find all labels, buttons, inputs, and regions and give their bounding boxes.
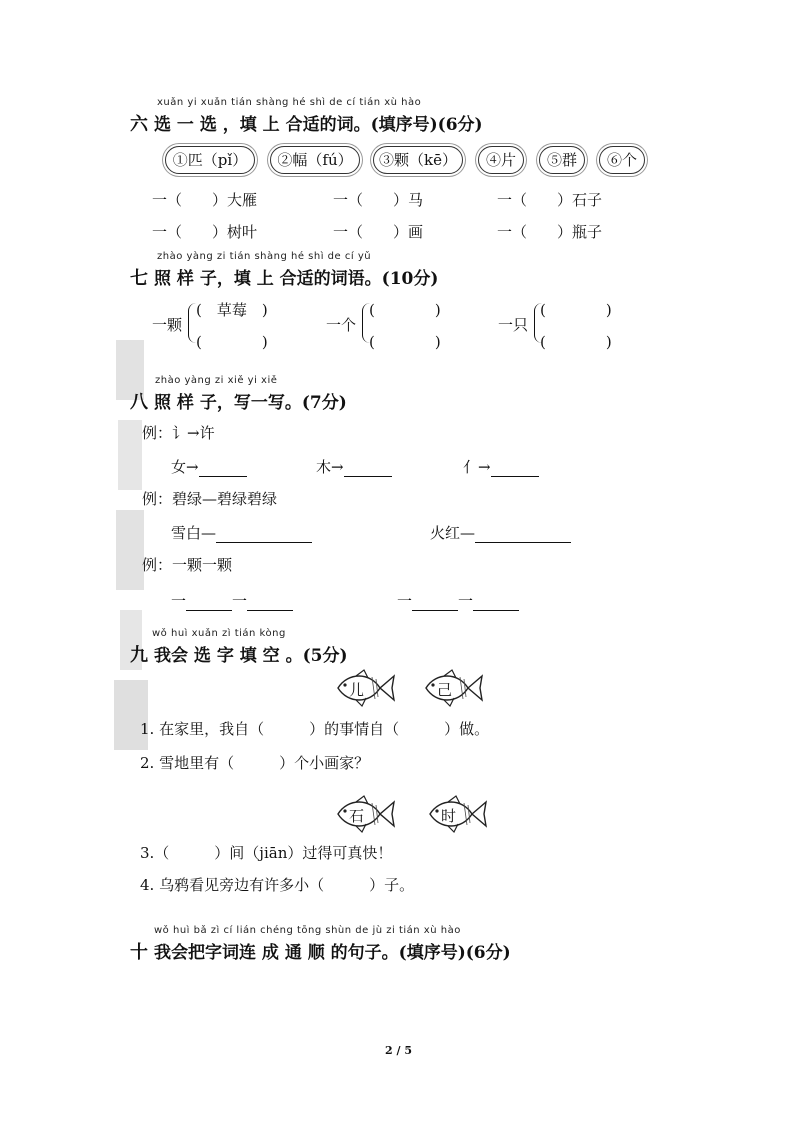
section-7-heading: [130, 264, 438, 290]
fish-icon: [334, 668, 396, 708]
blank[interactable]: [473, 594, 519, 611]
s8-r2-label2: 火红—: [430, 524, 476, 542]
question-2: 2. 雪地里有（ ）个小画家？: [140, 754, 370, 772]
s6-r1-c2: 一（ ）马: [333, 191, 424, 209]
group-2-label: 一个: [326, 316, 357, 334]
blank[interactable]: [216, 526, 312, 543]
s8-r2-label1: 雪白—: [171, 524, 217, 542]
fish-char-2: 己: [437, 681, 453, 699]
s8-r1-item3: [463, 456, 539, 477]
group-1-top: ( 草莓 ): [196, 301, 268, 319]
section-9-heading: [130, 641, 348, 667]
section-9-number: 九: [130, 645, 148, 666]
section-7-title: 照 样 子，填 上 合适的词语。(10分): [154, 269, 439, 289]
option-2: ②幅（fú）: [270, 146, 360, 174]
group-3-top: ( ): [540, 301, 612, 319]
s6-r2-c2: 一（ ）画: [333, 223, 424, 241]
s8-r1-label1: 女→: [171, 458, 199, 476]
s8-r3-mid: 一: [232, 592, 248, 610]
option-4: ④片: [478, 146, 524, 174]
s8-r1-label2: 木→: [316, 458, 344, 476]
group-3-bottom: ( ): [540, 333, 612, 351]
s6-r1-c1: 一（ ）大雁: [152, 191, 258, 209]
section-10-pinyin: wǒ huì bǎ zì cí lián chéng tōng shùn de jù zi tián xù hào: [154, 925, 461, 936]
group-2-top: ( ): [369, 301, 441, 319]
s8-r1-label3: 亻→: [463, 458, 491, 476]
section-10-number: 十: [130, 942, 148, 963]
section-8-title: 照 样 子，写一写。(7分): [154, 393, 347, 413]
s8-r3-mid: 一: [458, 592, 474, 610]
blank[interactable]: [491, 460, 539, 477]
group-2-bottom: ( ): [369, 333, 441, 351]
question-3: 3.（ ）间（jiān）过得可真快！: [140, 844, 393, 862]
section-6-pinyin: xuǎn yi xuǎn tián shàng hé shì de cí tián xù hào: [157, 97, 422, 108]
fish-char-4: 时: [441, 807, 457, 825]
s8-r1-item1: [171, 456, 247, 477]
question-4: 4. 乌鸦看见旁边有许多小（ ）子。: [140, 876, 415, 894]
section-7-pinyin: zhào yàng zi tián shàng hé shì de cí yǔ: [157, 251, 372, 262]
section-8-heading: [130, 388, 347, 414]
s6-r2-c3: 一（ ）瓶子: [497, 223, 603, 241]
section-8-number: 八: [130, 392, 148, 413]
blank[interactable]: [247, 594, 293, 611]
section-9-pinyin: wǒ huì xuǎn zì tián kòng: [152, 628, 286, 639]
s8-r3-item2: [397, 590, 519, 611]
option-1: ①匹（pǐ）: [165, 146, 255, 174]
s6-r2-c1: 一（ ）树叶: [152, 223, 258, 241]
section-6-heading: [130, 110, 483, 136]
group-1-label: 一颗: [152, 316, 183, 334]
group-1-bottom: ( ): [196, 333, 268, 351]
question-1: 1. 在家里，我自（ ）的事情自（ ）做。: [140, 720, 490, 738]
s8-r2-item2: [430, 522, 571, 543]
s8-r2-item1: [171, 522, 312, 543]
section-10-title: 我会把字词连 成 通 顺 的句子。(填序号)(6分): [154, 943, 511, 963]
option-5: ⑤群: [539, 146, 585, 174]
option-3: ③颗（kē）: [373, 146, 463, 174]
section-7-number: 七: [130, 268, 148, 289]
s8-r1-item2: [316, 456, 392, 477]
fish-icon: [422, 668, 484, 708]
fish-icon: [426, 794, 488, 834]
fish-icon: [334, 794, 396, 834]
blank[interactable]: [344, 460, 392, 477]
blank[interactable]: [412, 594, 458, 611]
s6-r1-c3: 一（ ）石子: [497, 191, 603, 209]
s8-r3-dash: 一: [397, 592, 413, 610]
fish-char-1: 儿: [349, 681, 365, 699]
blank[interactable]: [186, 594, 232, 611]
s8-example-1: 例：讠→许: [142, 424, 215, 442]
s8-r3-item1: [171, 590, 293, 611]
group-3-label: 一只: [498, 316, 529, 334]
section-10-heading: [130, 938, 511, 964]
blank[interactable]: [475, 526, 571, 543]
blank[interactable]: [199, 460, 247, 477]
s8-r3-dash: 一: [171, 592, 187, 610]
s8-example-3: 例：一颗一颗: [142, 556, 233, 574]
option-6: ⑥个: [599, 146, 645, 174]
page-number: 2 / 5: [385, 1044, 412, 1057]
section-8-pinyin: zhào yàng zi xiě yi xiě: [155, 375, 278, 386]
section-9-title: 我会 选 字 填 空 。(5分): [154, 646, 348, 666]
fish-char-3: 石: [349, 807, 365, 825]
section-6-title: 选 一 选 ，填 上 合适的词。(填序号)(6分): [154, 115, 483, 135]
section-6-number: 六: [130, 114, 148, 135]
s8-example-2: 例：碧绿—碧绿碧绿: [142, 490, 278, 508]
